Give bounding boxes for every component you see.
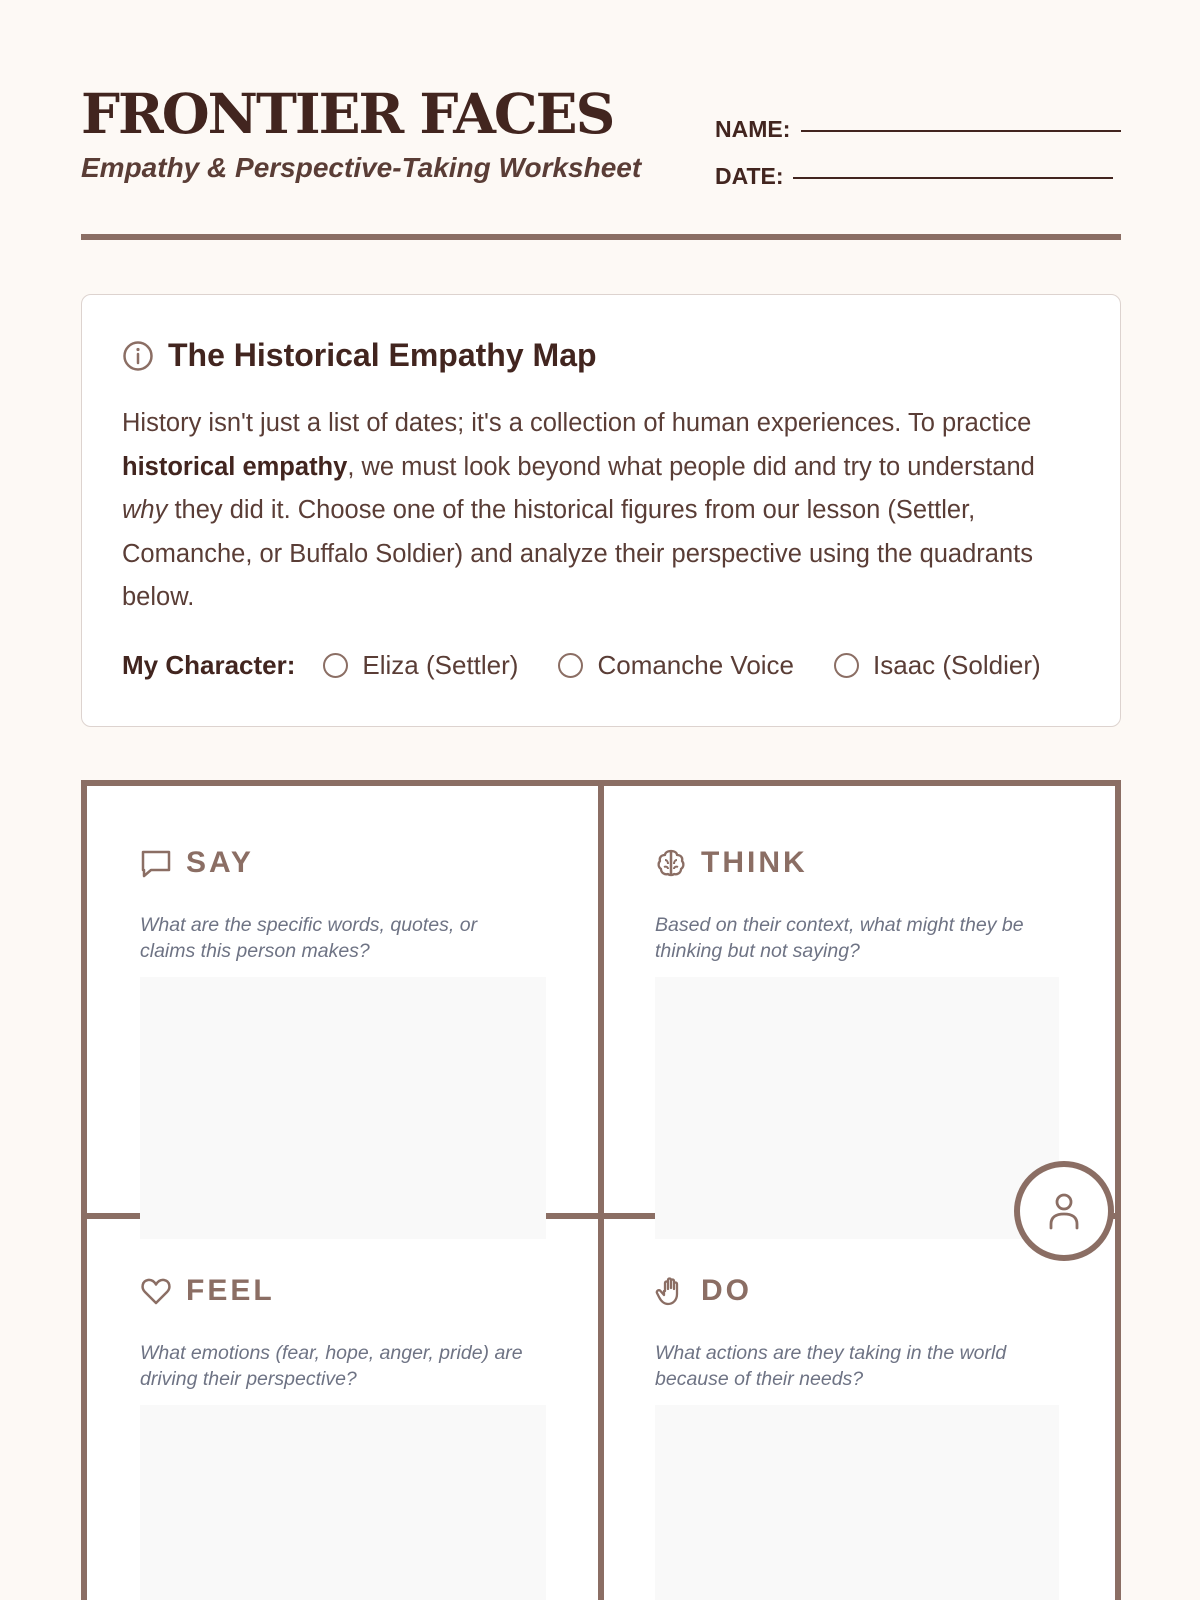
quadrant-title: DO — [701, 1274, 752, 1307]
quadrant-prompt: What emotions (fear, hope, anger, pride) are driving their perspective? — [140, 1342, 523, 1390]
quadrant-title: THINK — [701, 846, 808, 879]
option-label: Comanche Voice — [597, 650, 795, 680]
instructions-text-part: , we must look beyond what people did and try to understand — [347, 452, 1035, 481]
brain-icon — [655, 847, 687, 879]
worksheet-header — [81, 80, 1121, 240]
info-icon — [122, 340, 154, 372]
quadrant-prompt: Based on their context, what might they be thinking but not saying? — [655, 914, 1024, 962]
think-response-box[interactable] — [655, 977, 1059, 1239]
quadrant-header — [140, 1274, 275, 1308]
card-title: The Historical Empathy Map — [168, 337, 597, 373]
name-label: NAME: — [715, 116, 791, 142]
instructions-text-part: they did it. Choose one of the historical figures from our lesson (Settler, Comanche, or Buffalo Soldier) and analyze their perspective using the quadrants below. — [122, 496, 1033, 611]
instructions-text-part: History isn't just a list of dates; it's a collection of human experiences. To practice — [122, 409, 1032, 437]
character-selector — [122, 650, 1081, 681]
person-icon — [1046, 1191, 1082, 1231]
radio-button[interactable] — [834, 653, 859, 678]
date-label: DATE: — [715, 163, 784, 189]
heart-icon — [140, 1275, 172, 1307]
instructions-text — [122, 402, 1082, 620]
instructions-card — [81, 294, 1121, 727]
option-comanche[interactable] — [558, 650, 794, 681]
option-isaac[interactable] — [834, 650, 1041, 681]
quadrant-title: SAY — [186, 846, 254, 879]
say-response-box[interactable] — [140, 977, 546, 1239]
do-response-box[interactable] — [655, 1405, 1059, 1600]
quadrant-prompt: What are the specific words, quotes, or claims this person makes? — [140, 914, 478, 962]
radio-button[interactable] — [323, 653, 348, 678]
name-field[interactable] — [801, 130, 1121, 132]
date-field[interactable] — [793, 177, 1113, 179]
card-header — [122, 337, 597, 374]
quadrant-header — [140, 846, 254, 880]
worksheet-subtitle: Empathy & Perspective-Taking Worksheet — [81, 152, 642, 183]
radio-button[interactable] — [558, 653, 583, 678]
quadrant-title: FEEL — [186, 1274, 275, 1307]
grid-vertical-divider — [598, 786, 604, 1600]
instructions-emphasis: historical empathy — [122, 452, 348, 481]
option-eliza[interactable] — [323, 650, 518, 681]
quadrant-header — [655, 846, 808, 880]
worksheet-title: FRONTIER FACES — [81, 81, 614, 146]
person-badge — [1014, 1161, 1114, 1261]
feel-response-box[interactable] — [140, 1405, 546, 1600]
empathy-map-grid — [81, 780, 1121, 1600]
quadrant-header — [655, 1274, 752, 1308]
instructions-italic: why — [122, 496, 168, 524]
option-label: Isaac (Soldier) — [873, 650, 1041, 680]
character-label: My Character: — [122, 650, 296, 680]
quadrant-prompt: What actions are they taking in the world because of their needs? — [655, 1342, 1007, 1390]
speech-bubble-icon — [140, 847, 172, 879]
hand-icon — [655, 1275, 687, 1307]
header-divider — [81, 234, 1121, 240]
option-label: Eliza (Settler) — [362, 650, 519, 680]
